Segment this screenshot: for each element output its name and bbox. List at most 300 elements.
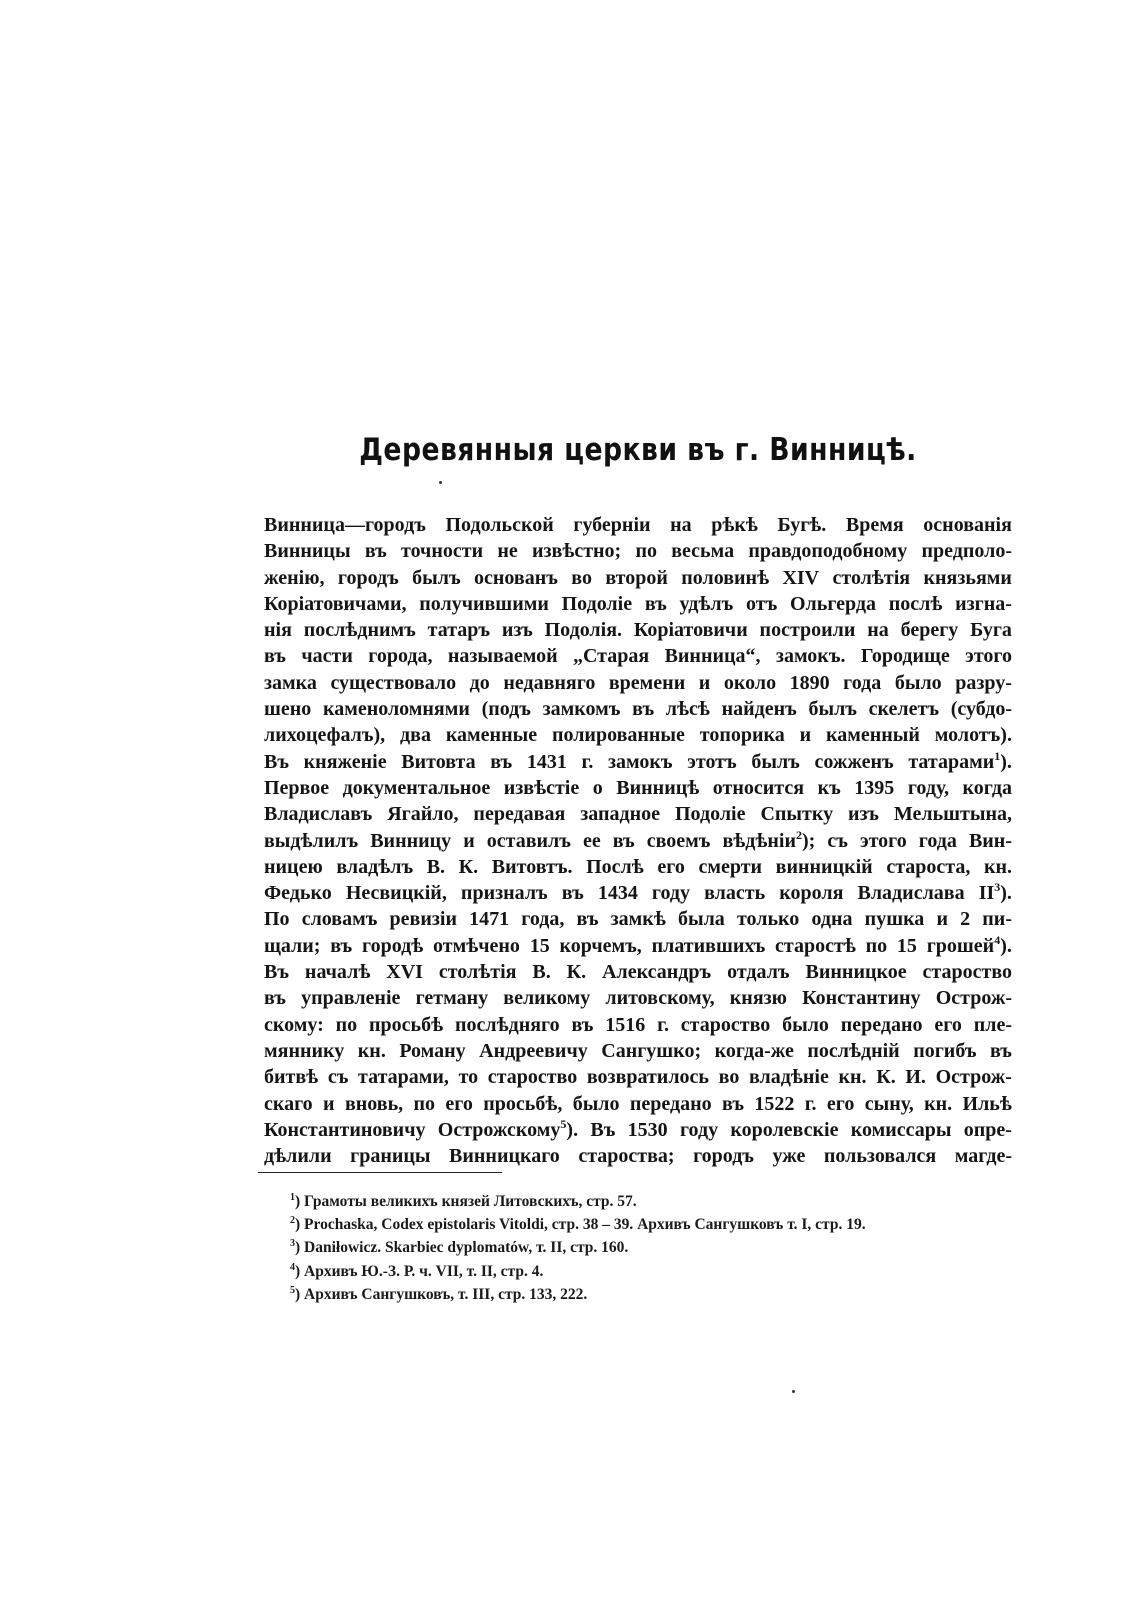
word: Подоліе	[561, 592, 633, 615]
word: столѣтія	[438, 961, 517, 984]
word: въ	[612, 829, 635, 852]
word: Константину	[802, 987, 921, 1010]
word: года,	[521, 908, 565, 931]
word: Ильѣ	[962, 1092, 1012, 1115]
word: староство	[680, 1013, 771, 1036]
word: 1522	[754, 1092, 795, 1115]
word: женію,	[264, 566, 325, 589]
word: по	[865, 934, 888, 957]
word: замокъ	[607, 750, 673, 773]
word: только	[736, 908, 800, 931]
word: не	[497, 540, 518, 563]
word: во	[718, 1066, 740, 1089]
text-line	[264, 775, 1012, 801]
footnote-text: ) Архивъ Сангушковъ, т. III, стр. 133, 222.	[295, 1285, 588, 1303]
word: точности	[401, 540, 484, 563]
word: Бугѣ.	[777, 514, 827, 536]
footnote-mark: 2	[290, 1215, 295, 1227]
text-line	[264, 1064, 1012, 1090]
word: на	[670, 514, 692, 536]
word: Городище	[860, 645, 950, 668]
footnote-item	[290, 1213, 1010, 1236]
word: рѣкѣ	[711, 514, 758, 536]
word: К.	[876, 1066, 896, 1089]
word: комиссары	[850, 1118, 952, 1141]
footnote-text: ) Prochaska, Codex epistolaris Vitoldi, стр. 38 – 39. Архивъ Сангушковъ т. I, стр. 19.	[295, 1216, 866, 1234]
word: въ	[644, 592, 667, 615]
word: его	[826, 1092, 855, 1115]
word: года	[918, 829, 957, 852]
word: документальное	[342, 776, 491, 799]
word: была	[677, 908, 725, 931]
word: въ	[264, 987, 286, 1010]
word: извѣстіе	[503, 776, 580, 799]
word: (субдо-	[950, 698, 1012, 721]
word: второй	[605, 566, 668, 589]
word: передано	[629, 1092, 712, 1115]
word: города,	[368, 645, 433, 668]
word: называемой	[447, 645, 558, 668]
word: битвѣ	[264, 1066, 319, 1089]
footnotes-list	[290, 1190, 1010, 1306]
word: Первое	[264, 776, 330, 799]
word: мяннику	[264, 1039, 345, 1062]
word: Винница“,	[664, 645, 761, 668]
word: шено	[264, 698, 312, 721]
word: было	[894, 671, 942, 694]
word: половинѣ	[681, 566, 770, 589]
word: было	[572, 1092, 620, 1115]
word: Спытку	[760, 803, 834, 826]
word: Коріатовичами,	[264, 592, 407, 615]
text-line	[264, 643, 1012, 669]
word: существовало	[330, 671, 457, 694]
footnote-text: ) Грамоты великихъ князей Литовскихъ, стр. 57.	[295, 1193, 637, 1210]
word: каменный	[825, 724, 920, 747]
word: каменоломнями	[322, 698, 470, 721]
word: въ	[264, 645, 286, 668]
word: управленіе	[301, 987, 401, 1010]
word: удѣлъ	[679, 592, 734, 615]
word: разру-	[955, 671, 1012, 694]
word: топорика	[699, 724, 785, 747]
word: Владиславъ	[264, 803, 373, 826]
word: Ольгерда	[789, 592, 877, 615]
word: каменные	[445, 724, 538, 747]
word: по	[635, 540, 657, 563]
text-fragment: ).	[1000, 882, 1012, 905]
word: Несвицкій,	[345, 882, 447, 905]
word: и	[799, 724, 812, 747]
word: этого	[965, 645, 1012, 668]
footnote-separator	[258, 1172, 502, 1173]
word: 15	[529, 934, 550, 957]
footnote-text: ) Daniłowicz. Skarbiec dyplomatów, т. II, стр. 160.	[295, 1239, 629, 1257]
word: Въ	[590, 1118, 616, 1141]
word: по	[413, 1092, 436, 1115]
text-line	[264, 1012, 1012, 1038]
word: староство	[922, 961, 1012, 984]
word: $II^3$).	[978, 880, 1012, 905]
footnote-item	[290, 1190, 1010, 1213]
word: въ	[632, 698, 655, 721]
word: году	[679, 1118, 719, 1141]
word: князьями	[923, 566, 1012, 589]
word: щали;	[264, 934, 321, 957]
word: смерти	[698, 855, 763, 878]
word: и	[698, 671, 711, 694]
print-speck	[439, 481, 442, 484]
word: замкомъ	[542, 698, 621, 721]
text-fragment: ).	[1000, 934, 1012, 957]
word: Послѣ	[586, 855, 644, 878]
word: Время	[845, 514, 904, 536]
footnote-item	[290, 1283, 1010, 1306]
footnote-ref: 2	[796, 827, 803, 842]
footnote-mark: 4	[290, 1261, 295, 1273]
word: опре-	[963, 1118, 1012, 1141]
footnote-mark: 3	[290, 1238, 295, 1250]
word: берегу	[900, 619, 959, 642]
word: относится	[712, 776, 805, 799]
word: съ	[827, 829, 848, 852]
word: кн.	[924, 1092, 953, 1115]
word: сыну,	[864, 1092, 914, 1115]
word: княженіе	[303, 750, 387, 773]
word: 1471	[469, 908, 510, 931]
text-fragment: ).	[566, 1118, 579, 1141]
word: былъ	[751, 750, 800, 773]
word: 15	[896, 934, 917, 957]
word: на	[867, 619, 889, 642]
text-fragment: );	[802, 829, 816, 852]
print-speck	[792, 1390, 795, 1393]
text-line	[264, 1143, 1012, 1169]
word: году	[651, 882, 691, 905]
word: до	[469, 671, 490, 694]
text-line	[264, 591, 1012, 617]
word: его	[934, 1013, 962, 1036]
word: просьбѣ,	[483, 1092, 563, 1115]
word: Подольской	[445, 514, 554, 536]
text-line	[264, 617, 1012, 643]
word: Вин-	[968, 829, 1012, 852]
word: великому	[503, 987, 591, 1010]
word: Александръ	[602, 961, 712, 984]
word: староста,	[886, 855, 971, 878]
footnote-text: ) Архивъ Ю.-З. Р. ч. VII, т. II, стр. 4.	[295, 1262, 544, 1280]
word: словамъ	[301, 908, 378, 931]
word: Винницу	[370, 829, 452, 852]
word: платившихъ	[651, 934, 766, 957]
word: владѣніе	[749, 1066, 829, 1089]
word: правдоподобному	[748, 540, 908, 563]
word: татарами,	[358, 1066, 449, 1089]
text-line	[264, 1091, 1012, 1117]
word: Сангушко;	[601, 1039, 702, 1062]
text-line	[264, 722, 1012, 748]
word: послѣ	[888, 592, 943, 615]
text-line	[264, 801, 1012, 827]
word: магде-	[954, 1145, 1012, 1168]
word: отъ	[746, 592, 778, 615]
word: послѣдняго	[454, 1013, 560, 1036]
word: по	[335, 1013, 358, 1036]
word: сожженъ	[814, 750, 894, 773]
word: Винницы	[264, 540, 351, 563]
word: года	[843, 671, 882, 694]
word: 1516	[605, 1013, 646, 1036]
word: губерніи	[573, 514, 651, 536]
word: лѣсѣ	[665, 698, 710, 721]
word: въ	[561, 882, 584, 905]
word: одна	[811, 908, 853, 931]
word: выдѣлилъ	[264, 829, 359, 852]
text-line	[264, 985, 1012, 1011]
word: пле-	[973, 1013, 1012, 1036]
word: И.	[905, 1066, 926, 1089]
word: во	[571, 566, 592, 589]
word: послѣдній	[807, 1039, 900, 1062]
word: XIV	[782, 566, 820, 589]
word: когда	[962, 776, 1012, 799]
word: „Старая	[572, 645, 650, 668]
word: Федько	[264, 882, 332, 905]
word: 1434	[597, 882, 638, 905]
word: XVI	[386, 961, 423, 984]
word: скому:	[264, 1013, 324, 1036]
word: г.	[657, 1013, 669, 1036]
word: части	[301, 645, 353, 668]
word: Подоліе	[675, 803, 746, 826]
word: Винница—городъ	[264, 514, 426, 536]
word: власть	[704, 882, 766, 905]
word: изъ	[848, 803, 879, 826]
word: Острожскому$^5$).	[437, 1116, 579, 1141]
word: Коріатовичи	[633, 619, 748, 642]
word: началѣ	[304, 961, 371, 984]
word: погибъ	[913, 1039, 977, 1062]
word: городъ	[337, 566, 399, 589]
word: грошей$^4$).	[926, 932, 1012, 957]
word: въ	[330, 934, 353, 957]
word: времени	[608, 671, 686, 694]
word: западное	[580, 803, 661, 826]
word: изгна-	[955, 592, 1012, 615]
word: оставилъ	[486, 829, 571, 852]
page-title: Деревянныя церкви въ г. Винницѣ.	[359, 432, 917, 468]
word: въ	[364, 540, 387, 563]
text-line	[264, 1038, 1012, 1064]
word: винницкій	[775, 855, 873, 878]
footnote-ref: 1	[994, 748, 1001, 763]
word: скелетъ	[868, 698, 940, 721]
word: этотъ	[687, 750, 737, 773]
word: вновь,	[344, 1092, 404, 1115]
word: К.	[458, 855, 479, 878]
word: и	[463, 829, 475, 852]
word: По	[264, 908, 290, 931]
word: Винницкаго	[449, 1145, 560, 1168]
word: 1431	[526, 750, 567, 773]
word: князю	[729, 987, 787, 1010]
word: году,	[907, 776, 949, 799]
word: ницею	[264, 855, 323, 878]
word: границы	[350, 1145, 431, 1168]
word: столѣтія	[832, 566, 911, 589]
word: короля	[779, 882, 844, 905]
text-line	[264, 696, 1012, 722]
word: Винницкое	[805, 961, 907, 984]
word: въ	[576, 908, 599, 931]
word: скаго	[264, 1092, 313, 1115]
text-line	[264, 512, 1012, 538]
word: Въ	[264, 750, 289, 773]
word: передано	[840, 1013, 923, 1036]
word: просьбѣ	[369, 1013, 444, 1036]
word: ревизіи	[389, 908, 457, 931]
word: г.	[581, 750, 594, 773]
word: замка	[264, 671, 317, 694]
word: было	[782, 1013, 829, 1036]
word: передавая	[473, 803, 566, 826]
word: гетману	[415, 987, 489, 1010]
word: его	[657, 855, 685, 878]
word: когда-же	[714, 1039, 794, 1062]
word: возвратилось	[586, 1066, 710, 1089]
word: Подолія.	[544, 619, 623, 642]
footnote-mark: 5	[290, 1284, 295, 1296]
text-line	[264, 880, 1012, 906]
word: Витовта	[401, 750, 476, 773]
word: весьма	[671, 540, 735, 563]
footnote-item	[290, 1236, 1010, 1259]
word: старостѣ	[775, 934, 856, 957]
text-line	[264, 854, 1012, 880]
word: и	[936, 908, 948, 931]
word: 2	[960, 908, 971, 931]
word: староство	[487, 1066, 578, 1089]
word: молотъ).	[934, 724, 1012, 747]
word: Въ	[264, 961, 289, 984]
word: отмѣчено	[433, 934, 520, 957]
word: два	[400, 724, 431, 747]
word: замокъ.	[775, 645, 846, 668]
word: Ягайло,	[387, 803, 459, 826]
word: кн.	[357, 1039, 386, 1062]
footnote-item	[290, 1260, 1010, 1283]
word: о	[592, 776, 603, 799]
word: и	[323, 1092, 335, 1115]
word: пушка	[864, 908, 925, 931]
word: кн.	[983, 855, 1012, 878]
text-line	[264, 906, 1012, 932]
text-line	[264, 670, 1012, 696]
word: въ	[722, 1092, 744, 1115]
word: получившими	[419, 592, 549, 615]
word: около	[723, 671, 777, 694]
footnote-ref: 4	[994, 932, 1001, 947]
word: городъ	[693, 1145, 754, 1168]
word: городѣ	[362, 934, 424, 957]
word: нія	[264, 619, 292, 642]
main-paragraph	[264, 512, 1012, 1169]
word: В.	[426, 855, 446, 878]
word: въ	[571, 1013, 594, 1036]
word: его	[445, 1092, 473, 1115]
word: былъ	[808, 698, 857, 721]
word: Владислава	[857, 882, 965, 905]
word: этого	[859, 829, 907, 852]
word: 1530	[627, 1118, 668, 1141]
text-line	[264, 1117, 1012, 1143]
word: Витовтъ.	[491, 855, 573, 878]
word: основанія	[923, 514, 1012, 536]
word: Острож-	[935, 1066, 1012, 1089]
word: построили	[759, 619, 856, 642]
word: недавняго	[503, 671, 596, 694]
word: въ	[490, 750, 513, 773]
word: Винницѣ	[616, 776, 700, 799]
word: Буга	[970, 619, 1012, 642]
word: предполо-	[921, 540, 1012, 563]
text-line	[264, 749, 1012, 775]
text-fragment: ).	[1000, 750, 1012, 773]
word: пользовался	[823, 1145, 937, 1168]
word: былъ	[412, 566, 461, 589]
word: къ	[817, 776, 841, 799]
word: литовскому,	[605, 987, 715, 1010]
word: призналъ	[460, 882, 548, 905]
word: изъ	[501, 619, 533, 642]
word: полированные	[551, 724, 685, 747]
word: Андреевичу	[479, 1039, 588, 1062]
word: послѣднимъ	[303, 619, 416, 642]
text-line	[264, 565, 1012, 591]
footnote-ref: 3	[994, 880, 1001, 895]
word: пи-	[982, 908, 1012, 931]
word: то	[458, 1066, 479, 1089]
word: королевскіе	[730, 1118, 839, 1141]
word: лихоцефалъ),	[264, 724, 386, 747]
text-line	[264, 959, 1012, 985]
word: найденъ	[721, 698, 797, 721]
word: уже	[772, 1145, 806, 1168]
word: В.	[532, 961, 551, 984]
word: кн.	[838, 1066, 867, 1089]
text-line	[264, 933, 1012, 959]
word: Константиновичу	[264, 1118, 426, 1141]
word: отдалъ	[727, 961, 790, 984]
word: въ	[990, 1039, 1012, 1062]
word: извѣстно;	[531, 540, 622, 563]
text-line	[264, 538, 1012, 564]
footnote-ref: 5	[560, 1116, 567, 1131]
word: вѣдѣніи$^2$);	[722, 827, 816, 852]
word: Роману	[399, 1039, 466, 1062]
text-line	[264, 828, 1012, 854]
footnote-mark: 1	[290, 1192, 295, 1203]
word: дѣлили	[264, 1145, 332, 1168]
word: съ	[327, 1066, 349, 1089]
word: (подъ	[481, 698, 531, 721]
word: ее	[582, 829, 601, 852]
word: Острож-	[935, 987, 1012, 1010]
word: основанъ	[474, 566, 558, 589]
word: татаръ	[427, 619, 491, 642]
word: татарами$^1$).	[908, 748, 1012, 773]
word: замкѣ	[610, 908, 666, 931]
